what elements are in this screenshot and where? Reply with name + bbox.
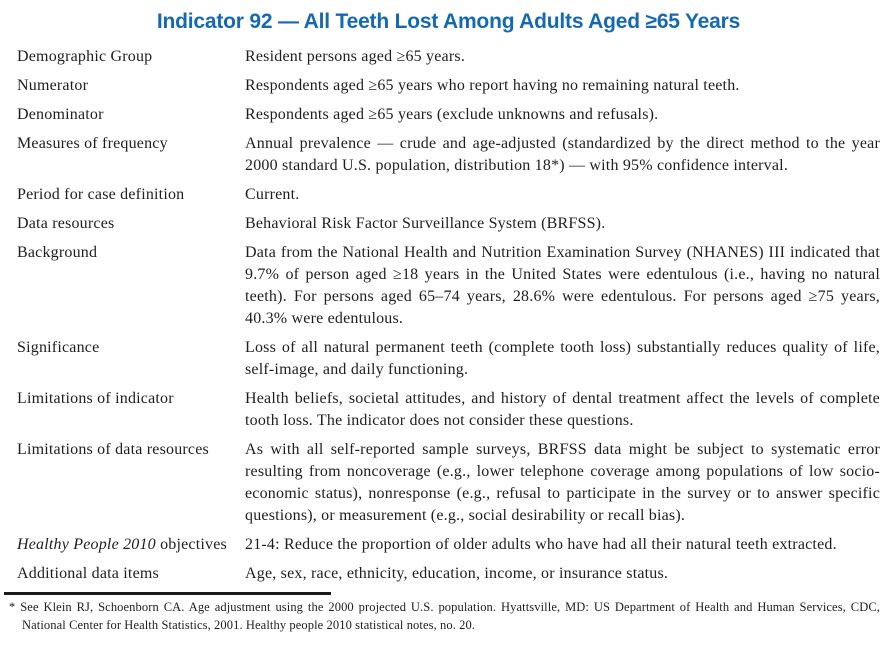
row-label: [17, 534, 245, 556]
row-label-text: Denominator: [17, 106, 104, 123]
row-label-italic: Healthy People 2010: [17, 536, 156, 553]
footnote-divider: [4, 592, 331, 595]
row-value: Health beliefs, societal attitudes, and history of dental treatment affect the levels of complete tooth loss. The indicator does not consider these questions.: [245, 390, 880, 429]
row-label-text: Background: [17, 244, 98, 261]
table-row: [17, 46, 880, 68]
table-row: [17, 388, 880, 432]
row-value: Annual prevalence — crude and age-adjusted (standardized by the direct method to the year 2000 standard U.S. population, distribution 18*) — with 95% confidence interval.: [245, 135, 880, 174]
row-label: [17, 563, 245, 585]
row-value: Resident persons aged ≥65 years.: [245, 48, 466, 65]
row-label-text: Measures of frequency: [17, 135, 168, 152]
row-label: [17, 337, 245, 381]
row-label: [17, 439, 245, 527]
row-value: 21-4: Reduce the proportion of older adults who have had all their natural teeth extracted.: [245, 536, 837, 553]
page-title: Indicator 92 — All Teeth Lost Among Adults Aged ≥65 Years: [156, 10, 741, 33]
row-value: As with all self-reported sample surveys, BRFSS data might be subject to systematic error resulting from noncoverage (e.g., lower telephone coverage among populations of low socio-economic status), nonresponse (e.g., refusal to participate in the survey or to answer specific questions), or measurement (e.g., social desirability or recall bias).: [245, 441, 880, 524]
row-label-text: Period for case definition: [17, 186, 185, 203]
footnote-marker: *: [9, 600, 16, 614]
row-label-text: Significance: [17, 339, 100, 356]
row-label-text: Additional data items: [17, 565, 159, 582]
row-label: [17, 242, 245, 330]
row-label: [17, 104, 245, 126]
row-value: Age, sex, race, ethnicity, education, income, or insurance status.: [245, 565, 669, 582]
row-value: Current.: [245, 186, 300, 203]
table-row: [17, 213, 880, 235]
table-row: [17, 75, 880, 97]
table-row: [17, 534, 880, 556]
row-label-text: Limitations of data resources: [17, 441, 209, 458]
row-label-text: Demographic Group: [17, 48, 153, 65]
table-row: [17, 184, 880, 206]
row-label-rest: objectives: [155, 536, 227, 553]
row-label: [17, 46, 245, 68]
row-label: [17, 133, 245, 177]
indicator-table: [17, 46, 880, 585]
table-row: [17, 337, 880, 381]
row-label-text: Numerator: [17, 77, 89, 94]
row-label-text: Data resources: [17, 215, 115, 232]
row-value: Data from the National Health and Nutrition Examination Survey (NHANES) III indicated that 9.7% of person aged ≥18 years in the United States were edentulous (i.e., having no natural teeth). For persons aged 65–74 years, 28.6% were edentulous. For persons aged ≥75 years, 40.3% were edentulous.: [245, 244, 880, 327]
footnote: [9, 598, 880, 634]
table-row: [17, 104, 880, 126]
row-value: Respondents aged ≥65 years (exclude unknowns and refusals).: [245, 106, 659, 123]
row-value: Loss of all natural permanent teeth (complete tooth loss) substantially reduces quality of life, self-image, and daily functioning.: [245, 339, 880, 378]
row-value: Behavioral Risk Factor Surveillance System (BRFSS).: [245, 215, 606, 232]
table-row: [17, 242, 880, 330]
row-label-text: Limitations of indicator: [17, 390, 174, 407]
row-label: [17, 184, 245, 206]
footnote-text: See Klein RJ, Schoenborn CA. Age adjustment using the 2000 projected U.S. population. Hyattsville, MD: US Department of Health and Human Services, CDC, National Center for Health Statistics, 2001. Healthy people 2010 statistical notes, no. 20.: [15, 600, 880, 632]
row-value: Respondents aged ≥65 years who report having no remaining natural teeth.: [245, 77, 740, 94]
table-row: [17, 133, 880, 177]
row-label: [17, 388, 245, 432]
table-row: [17, 563, 880, 585]
row-label: [17, 75, 245, 97]
row-label: [17, 213, 245, 235]
table-row: [17, 439, 880, 527]
